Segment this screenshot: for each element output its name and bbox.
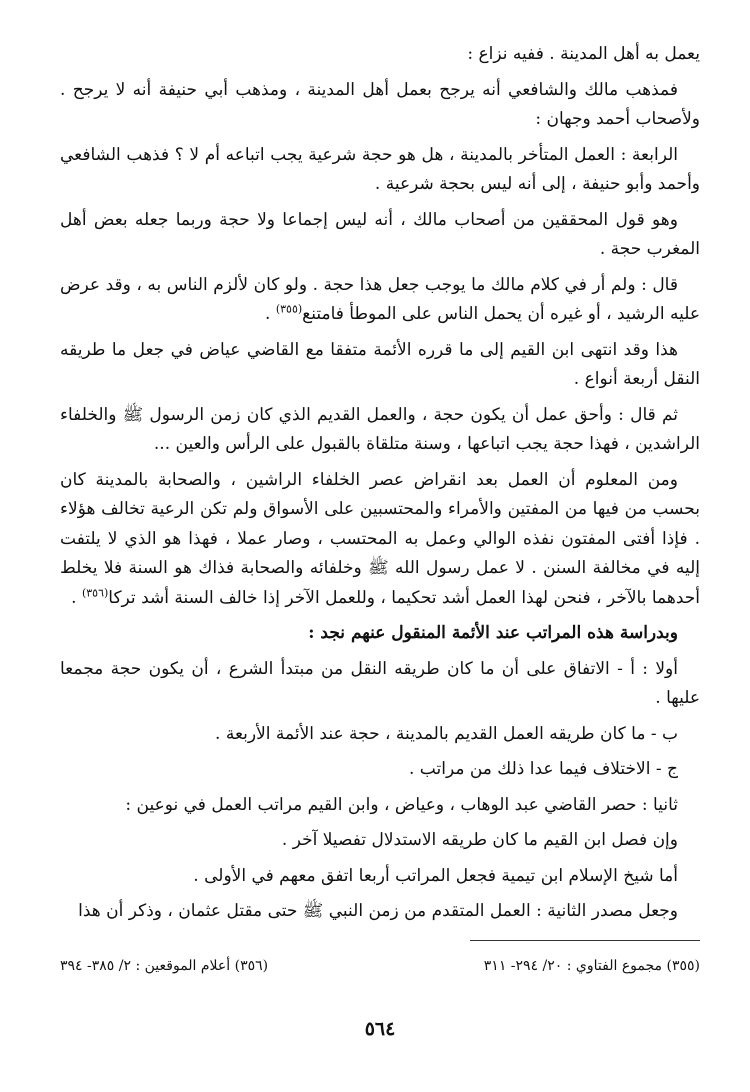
paragraph [60, 862, 700, 892]
footnote-reference: (٣٥٥) [275, 302, 303, 316]
paragraph-text: قال : ولم أر في كلام مالك ما يوجب جعل هذا حجة . ولو كان لألزم الناس به ، وقد عرض عليه الرشيد ، أو غيره أن يحمل الناس على الموطأ فامتنع [60, 274, 700, 324]
paragraph [60, 401, 700, 460]
paragraph-text: وجعل مصدر الثانية : العمل المتقدم من زمن النبي ﷺ حتى مقتل عثمان ، وذكر أن هذا [78, 901, 678, 921]
body-text [60, 40, 700, 927]
footnote-divider [470, 940, 700, 941]
footnote-356: (٣٥٦) أعلام الموقعين : ٢/ ٣٨٥- ٣٩٤ [60, 958, 269, 974]
paragraph [60, 755, 700, 785]
paragraph [60, 826, 700, 856]
paragraph [60, 619, 700, 649]
footnote-355: (٣٥٥) مجموع الفتاوي : ٢٠/ ٢٩٤- ٣١١ [483, 958, 700, 974]
paragraph-text: فمذهب مالك والشافعي أنه يرجح بعمل أهل المدينة ، ومذهب أبي حنيفة أنه لا يرجح . ولأصحاب أحمد وجهان : [60, 79, 700, 129]
paragraph-text: أولا : أ - الاتفاق على أن ما كان طريقه النقل من مبتدأ الشرع ، أن يكون حجة مجمعا عليها . [60, 658, 700, 708]
paragraph [60, 141, 700, 200]
paragraph [60, 271, 700, 330]
paragraph-text: ب - ما كان طريقه العمل القديم بالمدينة ، حجة عند الأئمة الأربعة . [215, 723, 678, 744]
paragraph-tail: . [265, 304, 276, 324]
paragraph-text: الرابعة : العمل المتأخر بالمدينة ، هل هو حجة شرعية يجب اتباعه أم لا ؟ فذهب الشافعي وأحمد وأبو حنيفة ، إلى أنه ليس بحجة شرعية . [60, 144, 700, 194]
paragraph [60, 76, 700, 135]
paragraph [60, 40, 700, 70]
book-page [60, 40, 700, 1050]
paragraph [60, 791, 700, 821]
footnotes [60, 956, 700, 976]
paragraph-text: أما شيخ الإسلام ابن تيمية فجعل المراتب أربعا اتفق معهم في الأولى . [193, 865, 678, 886]
paragraph-text: ج - الاختلاف فيما عدا ذلك من مراتب . [409, 759, 678, 779]
footnote-reference: (٣٥٦) [81, 585, 109, 599]
paragraph-text: ثانيا : حصر القاضي عبد الوهاب ، وعياض ، وابن القيم مراتب العمل في نوعين : [125, 794, 678, 815]
paragraph [60, 466, 700, 614]
paragraph-text: هذا وقد انتهى ابن القيم إلى ما قرره الأئمة متفقا مع القاضي عياض في جعل ما طريقه النقل أربعة أنواع . [60, 339, 700, 389]
paragraph-text: يعمل به أهل المدينة . ففيه نزاع : [467, 44, 700, 64]
paragraph [60, 336, 700, 395]
paragraph [60, 655, 700, 714]
paragraph-text: وهو قول المحققين من أصحاب مالك ، أنه ليس إجماعا ولا حجة وربما جعله بعض أهل المغرب حجة . [60, 209, 700, 259]
paragraph-text: وإن فصل ابن القيم ما كان طريقه الاستدلال تفصيلا آخر . [281, 830, 678, 850]
paragraph-tail: . [71, 587, 82, 608]
paragraph [60, 720, 700, 750]
paragraph-text: وبدراسة هذه المراتب عند الأئمة المنقول عنهم نجد : [308, 623, 678, 643]
paragraph [60, 206, 700, 265]
page-number: ٥٦٤ [364, 1018, 396, 1040]
paragraph-text: ثم قال : وأحق عمل أن يكون حجة ، والعمل القديم الذي كان زمن الرسول ﷺ والخلفاء الراشدين ، فهذا حجة يجب اتباعها ، وسنة متلقاة بالقبول على الرأس والعين ... [60, 404, 700, 454]
paragraph [60, 897, 700, 927]
paragraph-text: ومن المعلوم أن العمل بعد انقراض عصر الخلفاء الراشين ، والصحابة بالمدينة كان بحسب من فيها من المفتين والأمراء والمحتسبين على الأسواق ولم تكن الرعية تخالف هؤلاء . فإذا أفتى المفتون نفذه الوالي وعمل به المحتسب ، وصار عملا ، فهذا هو الذي لا يلتفت إليه في مخالفة السنن . لا عمل رسول الله ﷺ وخلفائه والصحابة فذاك هو السنة فلا يخلط أحدهما بالآخر ، فنحن لهذا العمل أشد تحكيما ، وللعمل الآخر إذا خالف السنة أشد تركا [60, 469, 700, 608]
